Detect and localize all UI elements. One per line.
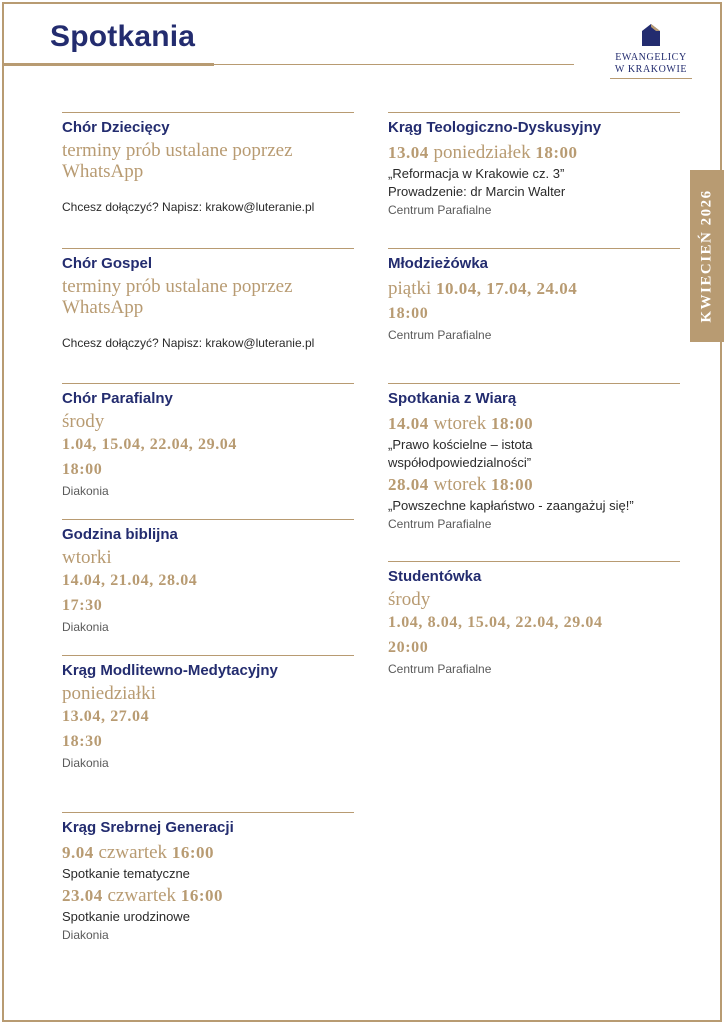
event-description: Spotkanie tematyczne <box>62 866 190 881</box>
month-tab-label: KWIECIEŃ 2026 <box>698 189 715 323</box>
event-title: Chór Gospel <box>62 255 153 272</box>
event-mlodziezowka <box>388 248 680 344</box>
event-krag-teologiczny <box>388 112 680 219</box>
event-schedule: terminy prób ustalane poprzez WhatsApp <box>62 140 293 182</box>
event-location: Centrum Parafialne <box>388 328 492 342</box>
event-location: Centrum Parafialne <box>388 517 492 531</box>
event-time: 18:00 <box>491 475 534 494</box>
event-dates: 10.04, 17.04, 24.04 <box>436 279 578 298</box>
event-day: wtorek <box>433 413 487 434</box>
event-title: Studentówka <box>388 568 482 585</box>
event-day: środy <box>388 589 431 610</box>
event-studentowka <box>388 561 680 678</box>
event-dates: 1.04, 8.04, 15.04, 22.04, 29.04 <box>388 614 603 631</box>
join-note: Chcesz dołączyć? Napisz: krakow@luteranie.pl <box>62 336 315 350</box>
event-location: Centrum Parafialne <box>388 662 492 676</box>
title-underline <box>4 63 214 66</box>
event-title: Krąg Modlitewno-Medytacyjny <box>62 662 278 679</box>
event-leader: Prowadzenie: dr Marcin Walter <box>388 184 566 199</box>
event-day-dates <box>388 276 680 301</box>
event-date-line <box>62 840 354 865</box>
church-house-icon <box>642 24 660 46</box>
event-godzina-biblijna <box>62 519 354 636</box>
event-time: 17:30 <box>62 597 103 614</box>
event-location: Centrum Parafialne <box>388 203 492 217</box>
event-day: środy <box>62 411 105 432</box>
event-date: 14.04 <box>388 414 429 433</box>
event-date: 9.04 <box>62 843 94 862</box>
event-chor-parafialny <box>62 383 354 500</box>
event-date-line <box>62 883 354 908</box>
event-location: Diakonia <box>62 756 109 770</box>
event-chor-dzieciecy <box>62 112 354 216</box>
event-time: 16:00 <box>180 886 223 905</box>
event-schedule: terminy prób ustalane poprzez WhatsApp <box>62 276 293 318</box>
event-title: Krąg Teologiczno-Dyskusyjny <box>388 119 602 136</box>
event-day: czwartek <box>107 885 177 906</box>
event-title: Młodzieżówka <box>388 255 489 272</box>
event-date-line <box>388 411 680 436</box>
logo-underline <box>610 78 692 79</box>
event-day: poniedziałek <box>433 142 531 163</box>
event-topic: „Prawo kościelne – istota współodpowiedzialności” <box>388 437 533 470</box>
logo-text-line1: EWANGELICY <box>615 52 687 63</box>
event-time: 18:00 <box>62 461 103 478</box>
join-note: Chcesz dołączyć? Napisz: krakow@luteranie.pl <box>62 200 315 214</box>
event-day: wtorek <box>433 474 487 495</box>
event-title: Chór Parafialny <box>62 390 173 407</box>
event-time: 16:00 <box>171 843 214 862</box>
event-location: Diakonia <box>62 928 109 942</box>
title-divider <box>214 64 574 65</box>
event-day: czwartek <box>98 842 168 863</box>
event-krag-srebrnej-generacji <box>62 812 354 944</box>
event-date-line <box>388 140 680 165</box>
event-title: Krąg Srebrnej Generacji <box>62 819 234 836</box>
event-location: Diakonia <box>62 484 109 498</box>
event-topic: „Reformacja w Krakowie cz. 3” <box>388 166 565 181</box>
event-day: wtorki <box>62 547 112 568</box>
event-time: 18:00 <box>535 143 578 162</box>
event-topic: „Powszechne kapłaństwo - zaangażuj się!” <box>388 498 634 513</box>
event-dates: 13.04, 27.04 <box>62 708 150 725</box>
event-time: 18:00 <box>388 305 429 322</box>
event-krag-modlitewny <box>62 655 354 772</box>
event-date-line <box>388 472 680 497</box>
event-time: 18:00 <box>491 414 534 433</box>
event-description: Spotkanie urodzinowe <box>62 909 190 924</box>
logo-text-line2: W KRAKOWIE <box>614 64 688 75</box>
event-dates: 1.04, 15.04, 22.04, 29.04 <box>62 436 237 453</box>
event-day: poniedziałki <box>62 683 156 704</box>
event-dates: 14.04, 21.04, 28.04 <box>62 572 198 589</box>
event-chor-gospel <box>62 248 354 352</box>
event-date: 28.04 <box>388 475 429 494</box>
event-title: Chór Dziecięcy <box>62 119 170 136</box>
page-title: Spotkania <box>50 20 196 53</box>
month-tab <box>690 170 724 342</box>
event-title: Godzina biblijna <box>62 526 178 543</box>
event-date: 13.04 <box>388 143 429 162</box>
event-time: 18:30 <box>62 733 103 750</box>
church-logo <box>608 24 694 79</box>
event-day: piątki <box>388 278 432 299</box>
event-location: Diakonia <box>62 620 109 634</box>
event-date: 23.04 <box>62 886 103 905</box>
event-spotkania-z-wiara <box>388 383 680 533</box>
event-title: Spotkania z Wiarą <box>388 390 517 407</box>
event-time: 20:00 <box>388 639 429 656</box>
